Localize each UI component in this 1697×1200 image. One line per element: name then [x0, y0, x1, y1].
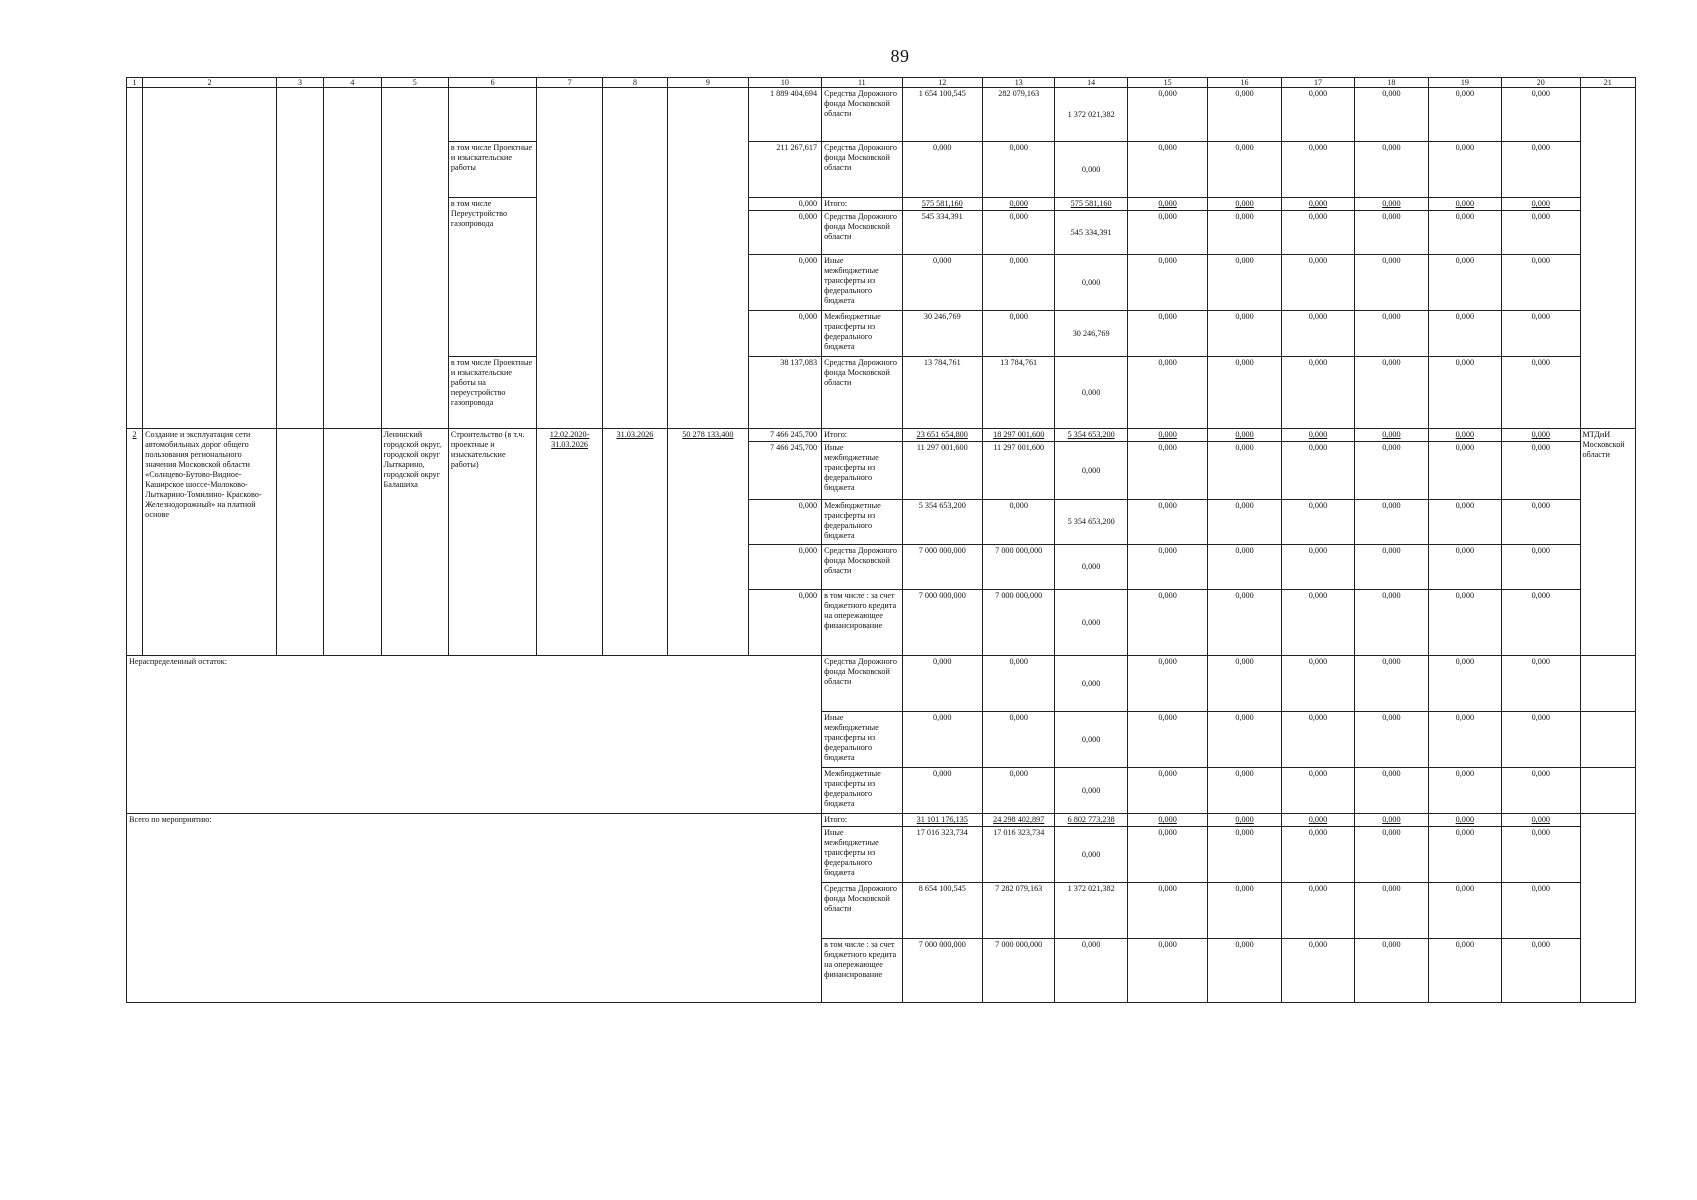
- zero-value: 0,000: [1502, 814, 1580, 827]
- value-cell: 17 016 323,734: [902, 827, 982, 883]
- value-cell: 0,000: [902, 142, 982, 198]
- zero-value: 0,000: [1127, 211, 1207, 255]
- funding-source-cell: Средства Дорожного фонда Московской области: [822, 88, 902, 142]
- zero-value: 0,000: [1502, 357, 1580, 429]
- value-cell: 0,000: [748, 590, 821, 656]
- funding-source-cell: в том числе : за счет бюджетного кредита на опережающее финансирование: [822, 939, 902, 1003]
- value-cell: 7 466 245,700: [748, 442, 821, 500]
- value-cell: 0,000: [983, 712, 1055, 768]
- zero-value: 0,000: [1355, 442, 1428, 500]
- zero-value: 0,000: [1281, 545, 1354, 590]
- col-number: 2: [143, 78, 277, 88]
- item-name-cell: [143, 88, 277, 429]
- value-cell: 0,000: [1055, 142, 1127, 198]
- value-cell: 7 000 000,000: [902, 590, 982, 656]
- deadline-cell: [537, 88, 602, 429]
- funding-source-cell: Межбюджетные трансферты из федерального бюджета: [822, 500, 902, 545]
- zero-value: 0,000: [1127, 311, 1207, 357]
- zero-value: 0,000: [1355, 883, 1428, 939]
- zero-value: 0,000: [1428, 768, 1501, 814]
- zero-value: 0,000: [1428, 442, 1501, 500]
- funding-source-cell: Средства Дорожного фонда Московской области: [822, 142, 902, 198]
- value-cell: 0,000: [1055, 590, 1127, 656]
- col-number: 6: [448, 78, 537, 88]
- funding-source-cell: Средства Дорожного фонда Московской области: [822, 211, 902, 255]
- zero-value: 0,000: [1281, 357, 1354, 429]
- zero-value: 0,000: [1428, 88, 1501, 142]
- zero-value: 0,000: [1428, 500, 1501, 545]
- value-cell: 5 354 653,200: [1055, 500, 1127, 545]
- zero-value: 0,000: [1502, 88, 1580, 142]
- value-cell: 31 101 176,135: [902, 814, 982, 827]
- zero-value: 0,000: [1428, 712, 1501, 768]
- zero-value: 0,000: [1281, 88, 1354, 142]
- value-cell: 13 784,761: [983, 357, 1055, 429]
- value-cell: 0,000: [902, 768, 982, 814]
- funding-source-cell: Иные межбюджетные трансферты из федерального бюджета: [822, 712, 902, 768]
- work-type-cell: [448, 88, 537, 142]
- zero-value: 0,000: [1127, 442, 1207, 500]
- empty-cell: [276, 429, 323, 656]
- funding-source-cell: Средства Дорожного фонда Московской области: [822, 545, 902, 590]
- zero-value: 0,000: [1428, 311, 1501, 357]
- value-cell: 0,000: [983, 500, 1055, 545]
- col-number: 9: [668, 78, 748, 88]
- value-cell: 18 297 001,600: [983, 429, 1055, 442]
- value-cell: 7 000 000,000: [983, 545, 1055, 590]
- empty-cell: [324, 429, 381, 656]
- zero-value: 0,000: [1502, 712, 1580, 768]
- completion-date-cell: 31.03.2026: [602, 429, 667, 656]
- value-cell: 0,000: [983, 255, 1055, 311]
- col-number: 7: [537, 78, 602, 88]
- zero-value: 0,000: [1127, 142, 1207, 198]
- value-cell: 0,000: [983, 142, 1055, 198]
- value-cell: 0,000: [748, 500, 821, 545]
- zero-value: 0,000: [1127, 939, 1207, 1003]
- value-cell: 11 297 001,600: [983, 442, 1055, 500]
- zero-value: 0,000: [1127, 88, 1207, 142]
- table-row: [127, 814, 1636, 827]
- value-cell: 7 000 000,000: [902, 939, 982, 1003]
- municipality-cell: [381, 88, 448, 429]
- value-cell: 0,000: [748, 255, 821, 311]
- value-cell: 0,000: [1055, 939, 1127, 1003]
- zero-value: 0,000: [1127, 429, 1207, 442]
- municipality-cell: Ленинский городской округ, городской округ Лыткарино, городской округ Балашиха: [381, 429, 448, 656]
- zero-value: 0,000: [1428, 590, 1501, 656]
- zero-value: 0,000: [1428, 814, 1501, 827]
- value-cell: 0,000: [902, 712, 982, 768]
- value-cell: 211 267,617: [748, 142, 821, 198]
- zero-value: 0,000: [1127, 712, 1207, 768]
- value-cell: 0,000: [983, 768, 1055, 814]
- zero-value: 0,000: [1502, 442, 1580, 500]
- value-cell: 1 372 021,382: [1055, 883, 1127, 939]
- table-row: [127, 656, 1636, 712]
- zero-value: 0,000: [1428, 827, 1501, 883]
- total-label: Всего по мероприятию:: [127, 814, 822, 1003]
- table-row: [127, 429, 1636, 442]
- col-number: 3: [276, 78, 323, 88]
- zero-value: 0,000: [1208, 88, 1281, 142]
- zero-value: 0,000: [1502, 768, 1580, 814]
- cost-cell: 50 278 133,400: [668, 429, 748, 656]
- value-cell: 38 137,083: [748, 357, 821, 429]
- zero-value: 0,000: [1428, 211, 1501, 255]
- zero-value: 0,000: [1208, 442, 1281, 500]
- zero-value: 0,000: [1208, 198, 1281, 211]
- funding-source-cell: Итого:: [822, 429, 902, 442]
- value-cell: 1 654 100,545: [902, 88, 982, 142]
- zero-value: 0,000: [1355, 211, 1428, 255]
- funding-source-cell: Межбюджетные трансферты из федерального бюджета: [822, 768, 902, 814]
- col-number: 8: [602, 78, 667, 88]
- budget-table: [126, 77, 1636, 1003]
- responsible-cell: МТДиИ Московской области: [1580, 429, 1635, 656]
- zero-value: 0,000: [1127, 357, 1207, 429]
- zero-value: 0,000: [1355, 768, 1428, 814]
- col-number: 21: [1580, 78, 1635, 88]
- zero-value: 0,000: [1281, 255, 1354, 311]
- value-cell: 0,000: [1055, 656, 1127, 712]
- responsible-cell: [1580, 88, 1635, 429]
- value-cell: 0,000: [1055, 255, 1127, 311]
- col-number: 16: [1208, 78, 1281, 88]
- value-cell: 8 654 100,545: [902, 883, 982, 939]
- zero-value: 0,000: [1127, 768, 1207, 814]
- item-name-cell: Создание и эксплуатация сети автомобильных дорог общего пользования регионального значения Московской области «Солнцево-Бутово-Видное-Каширское шоссе-Молоково-Лыткарино-Томилино- Красково-Железнодорожный» на платной основе: [143, 429, 277, 656]
- funding-source-cell: Иные межбюджетные трансферты из федерального бюджета: [822, 442, 902, 500]
- value-cell: 23 651 654,800: [902, 429, 982, 442]
- zero-value: 0,000: [1355, 311, 1428, 357]
- value-cell: 0,000: [983, 656, 1055, 712]
- value-cell: 0,000: [748, 198, 821, 211]
- col-number: 15: [1127, 78, 1207, 88]
- value-cell: 1 889 404,694: [748, 88, 821, 142]
- value-cell: 0,000: [748, 311, 821, 357]
- value-cell: 575 581,160: [902, 198, 982, 211]
- col-number: 17: [1281, 78, 1354, 88]
- zero-value: 0,000: [1428, 198, 1501, 211]
- zero-value: 0,000: [1127, 883, 1207, 939]
- zero-value: 0,000: [1281, 442, 1354, 500]
- empty-cell: [1580, 656, 1635, 712]
- page-number: 89: [890, 46, 910, 66]
- value-cell: 0,000: [1055, 442, 1127, 500]
- item-number-cell: [127, 88, 143, 429]
- zero-value: 0,000: [1208, 590, 1281, 656]
- value-cell: 575 581,160: [1055, 198, 1127, 211]
- zero-value: 0,000: [1355, 142, 1428, 198]
- zero-value: 0,000: [1208, 814, 1281, 827]
- zero-value: 0,000: [1502, 211, 1580, 255]
- zero-value: 0,000: [1208, 255, 1281, 311]
- zero-value: 0,000: [1502, 429, 1580, 442]
- zero-value: 0,000: [1355, 827, 1428, 883]
- value-cell: 30 246,769: [1055, 311, 1127, 357]
- value-cell: 0,000: [983, 198, 1055, 211]
- value-cell: 24 298 402,897: [983, 814, 1055, 827]
- col-number: 13: [983, 78, 1055, 88]
- zero-value: 0,000: [1208, 500, 1281, 545]
- zero-value: 0,000: [1281, 211, 1354, 255]
- value-cell: 0,000: [902, 656, 982, 712]
- value-cell: 0,000: [1055, 712, 1127, 768]
- zero-value: 0,000: [1502, 142, 1580, 198]
- value-cell: 5 354 653,200: [1055, 429, 1127, 442]
- zero-value: 0,000: [1281, 827, 1354, 883]
- col-number: 11: [822, 78, 902, 88]
- empty-cell: [1580, 712, 1635, 768]
- col-number: 18: [1355, 78, 1428, 88]
- col-number: 5: [381, 78, 448, 88]
- value-cell: 0,000: [902, 255, 982, 311]
- zero-value: 0,000: [1127, 255, 1207, 311]
- zero-value: 0,000: [1502, 545, 1580, 590]
- zero-value: 0,000: [1355, 545, 1428, 590]
- zero-value: 0,000: [1208, 311, 1281, 357]
- value-cell: 0,000: [1055, 545, 1127, 590]
- value-cell: 0,000: [748, 211, 821, 255]
- zero-value: 0,000: [1355, 814, 1428, 827]
- col-number: 14: [1055, 78, 1127, 88]
- value-cell: 1 372 021,382: [1055, 88, 1127, 142]
- zero-value: 0,000: [1281, 712, 1354, 768]
- zero-value: 0,000: [1281, 429, 1354, 442]
- zero-value: 0,000: [1281, 198, 1354, 211]
- col-number: 19: [1428, 78, 1501, 88]
- value-cell: 545 334,391: [902, 211, 982, 255]
- zero-value: 0,000: [1208, 883, 1281, 939]
- work-type-cell: в том числе Проектные и изыскательские работы: [448, 142, 537, 198]
- zero-value: 0,000: [1208, 357, 1281, 429]
- zero-value: 0,000: [1355, 656, 1428, 712]
- zero-value: 0,000: [1208, 827, 1281, 883]
- funding-source-cell: Средства Дорожного фонда Московской области: [822, 656, 902, 712]
- funding-source-cell: Средства Дорожного фонда Московской области: [822, 357, 902, 429]
- zero-value: 0,000: [1281, 500, 1354, 545]
- zero-value: 0,000: [1355, 590, 1428, 656]
- zero-value: 0,000: [1428, 142, 1501, 198]
- col-number: 12: [902, 78, 982, 88]
- col-number: 1: [127, 78, 143, 88]
- zero-value: 0,000: [1127, 827, 1207, 883]
- zero-value: 0,000: [1127, 656, 1207, 712]
- zero-value: 0,000: [1502, 827, 1580, 883]
- zero-value: 0,000: [1355, 255, 1428, 311]
- empty-cell: [324, 88, 381, 429]
- zero-value: 0,000: [1127, 545, 1207, 590]
- zero-value: 0,000: [1281, 142, 1354, 198]
- zero-value: 0,000: [1428, 656, 1501, 712]
- zero-value: 0,000: [1127, 590, 1207, 656]
- zero-value: 0,000: [1502, 500, 1580, 545]
- completion-date-cell: [602, 88, 667, 429]
- col-number: 10: [748, 78, 821, 88]
- cost-cell: [668, 88, 748, 429]
- funding-source-cell: Итого:: [822, 814, 902, 827]
- work-type-cell: Строительство (в т.ч. проектные и изыскательские работы): [448, 429, 537, 656]
- item-number-cell: 2: [127, 429, 143, 656]
- table-row: [127, 88, 1636, 142]
- zero-value: 0,000: [1502, 255, 1580, 311]
- empty-cell: [276, 88, 323, 429]
- value-cell: 0,000: [1055, 768, 1127, 814]
- value-cell: 13 784,761: [902, 357, 982, 429]
- zero-value: 0,000: [1355, 500, 1428, 545]
- funding-source-cell: Иные межбюджетные трансферты из федерального бюджета: [822, 827, 902, 883]
- value-cell: 0,000: [748, 545, 821, 590]
- funding-source-cell: Средства Дорожного фонда Московской области: [822, 883, 902, 939]
- zero-value: 0,000: [1208, 429, 1281, 442]
- funding-source-cell: Итого:: [822, 198, 902, 211]
- zero-value: 0,000: [1127, 814, 1207, 827]
- deadline-cell: 12.02.2020-31.03.2026: [537, 429, 602, 656]
- work-type-cell: в том числе Переустройство газопровода: [448, 198, 537, 357]
- zero-value: 0,000: [1208, 545, 1281, 590]
- zero-value: 0,000: [1502, 590, 1580, 656]
- zero-value: 0,000: [1355, 429, 1428, 442]
- funding-source-cell: Иные межбюджетные трансферты из федерального бюджета: [822, 255, 902, 311]
- zero-value: 0,000: [1208, 656, 1281, 712]
- col-number: 4: [324, 78, 381, 88]
- zero-value: 0,000: [1355, 939, 1428, 1003]
- zero-value: 0,000: [1281, 590, 1354, 656]
- column-number-row: [127, 78, 1636, 88]
- zero-value: 0,000: [1355, 88, 1428, 142]
- zero-value: 0,000: [1502, 883, 1580, 939]
- value-cell: 7 000 000,000: [902, 545, 982, 590]
- zero-value: 0,000: [1281, 311, 1354, 357]
- zero-value: 0,000: [1428, 357, 1501, 429]
- zero-value: 0,000: [1428, 883, 1501, 939]
- empty-cell: [1580, 768, 1635, 814]
- value-cell: 7 282 079,163: [983, 883, 1055, 939]
- zero-value: 0,000: [1355, 357, 1428, 429]
- value-cell: 0,000: [983, 211, 1055, 255]
- zero-value: 0,000: [1428, 429, 1501, 442]
- zero-value: 0,000: [1127, 198, 1207, 211]
- zero-value: 0,000: [1502, 656, 1580, 712]
- zero-value: 0,000: [1281, 656, 1354, 712]
- value-cell: 282 079,163: [983, 88, 1055, 142]
- col-number: 20: [1502, 78, 1580, 88]
- value-cell: 0,000: [983, 311, 1055, 357]
- zero-value: 0,000: [1428, 545, 1501, 590]
- zero-value: 0,000: [1281, 883, 1354, 939]
- zero-value: 0,000: [1281, 768, 1354, 814]
- zero-value: 0,000: [1502, 198, 1580, 211]
- value-cell: 5 354 653,200: [902, 500, 982, 545]
- value-cell: 7 000 000,000: [983, 590, 1055, 656]
- funding-source-cell: Межбюджетные трансферты из федерального бюджета: [822, 311, 902, 357]
- value-cell: 11 297 001,600: [902, 442, 982, 500]
- zero-value: 0,000: [1208, 939, 1281, 1003]
- unallocated-label: Нераспределенный остаток:: [127, 656, 822, 814]
- zero-value: 0,000: [1208, 712, 1281, 768]
- funding-source-cell: в том числе : за счет бюджетного кредита на опережающее финансирование: [822, 590, 902, 656]
- value-cell: 17 016 323,734: [983, 827, 1055, 883]
- value-cell: 6 802 773,238: [1055, 814, 1127, 827]
- zero-value: 0,000: [1281, 939, 1354, 1003]
- zero-value: 0,000: [1127, 500, 1207, 545]
- value-cell: 30 246,769: [902, 311, 982, 357]
- zero-value: 0,000: [1208, 142, 1281, 198]
- zero-value: 0,000: [1208, 211, 1281, 255]
- value-cell: 7 000 000,000: [983, 939, 1055, 1003]
- value-cell: 0,000: [1055, 827, 1127, 883]
- zero-value: 0,000: [1502, 311, 1580, 357]
- empty-cell: [1580, 814, 1635, 1003]
- zero-value: 0,000: [1502, 939, 1580, 1003]
- zero-value: 0,000: [1428, 939, 1501, 1003]
- zero-value: 0,000: [1281, 814, 1354, 827]
- work-type-cell: в том числе Проектные и изыскательские работы на переустройство газопровода: [448, 357, 537, 429]
- value-cell: 7 466 245,700: [748, 429, 821, 442]
- zero-value: 0,000: [1355, 198, 1428, 211]
- value-cell: 545 334,391: [1055, 211, 1127, 255]
- zero-value: 0,000: [1208, 768, 1281, 814]
- zero-value: 0,000: [1355, 712, 1428, 768]
- zero-value: 0,000: [1428, 255, 1501, 311]
- value-cell: 0,000: [1055, 357, 1127, 429]
